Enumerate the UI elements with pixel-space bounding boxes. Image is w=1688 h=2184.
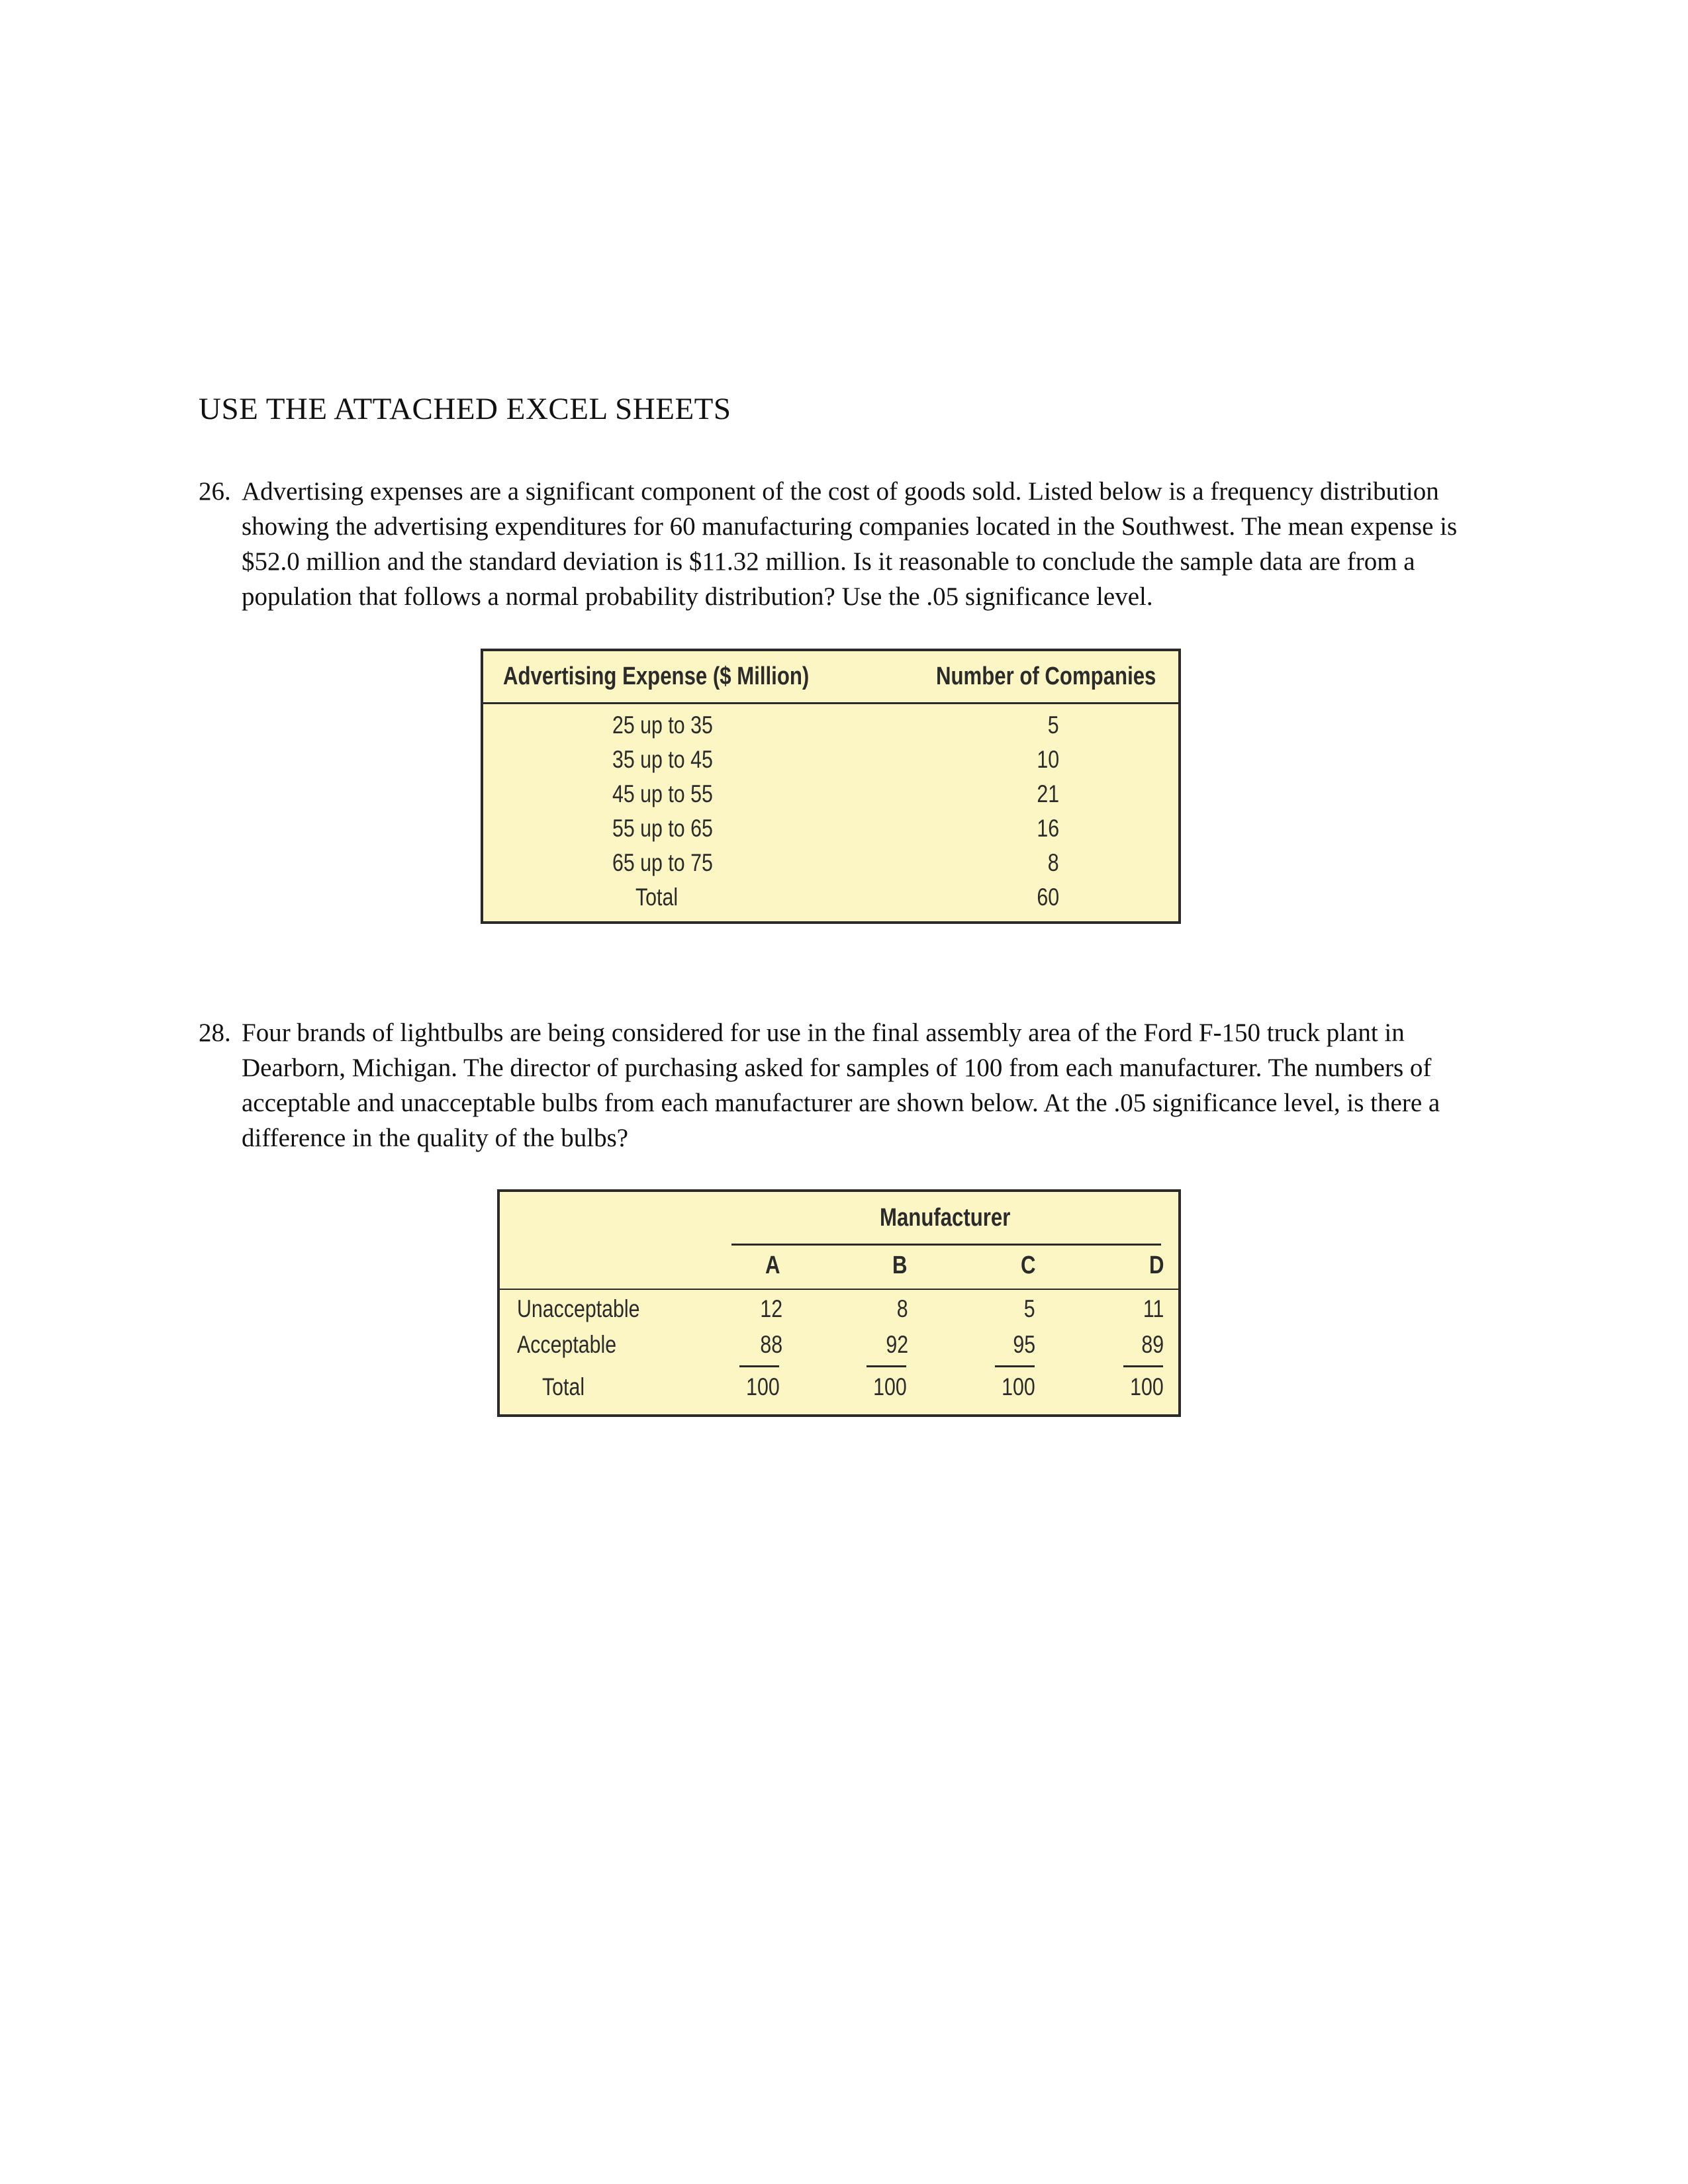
table2-col-c: C <box>1020 1251 1035 1279</box>
table2-row-unacceptable: Unacceptable <box>517 1295 640 1322</box>
table2-sum-rule <box>1123 1365 1163 1367</box>
table2-cell: 88 <box>760 1331 782 1358</box>
table1-row-label: 45 up to 55 <box>612 780 713 807</box>
table2-total: 100 <box>1130 1373 1164 1400</box>
table2-row-acceptable: Acceptable <box>517 1331 617 1358</box>
table2-cell: 92 <box>886 1331 908 1358</box>
page-heading: USE THE ATTACHED EXCEL SHEETS <box>199 392 731 426</box>
table2-cell: 8 <box>897 1295 908 1322</box>
table2-sum-rule <box>739 1365 779 1367</box>
problem-28 <box>199 1015 1496 1156</box>
table1-row-label: 55 up to 65 <box>612 815 713 842</box>
problem-28-number: 28. <box>199 1019 231 1047</box>
table2-col-a: A <box>765 1251 780 1279</box>
problem-26 <box>199 474 1496 614</box>
table2-sum-rule <box>995 1365 1035 1367</box>
table1-row-value: 8 <box>1048 849 1059 876</box>
table2-cell: 12 <box>760 1295 782 1322</box>
table1-header-expense: Advertising Expense ($ Million) <box>503 662 810 690</box>
table1-header-companies: Number of Companies <box>935 662 1156 690</box>
table1-row-value: 10 <box>1037 746 1059 773</box>
table2-total: 100 <box>1002 1373 1035 1400</box>
advertising-expense-table <box>481 649 1181 924</box>
table2-total-label: Total <box>542 1373 585 1400</box>
table2-total: 100 <box>746 1373 780 1400</box>
table1-total-label: Total <box>635 884 679 911</box>
table2-cell: 89 <box>1141 1331 1164 1358</box>
table2-column-rule <box>500 1289 1178 1290</box>
table1-total-value: 60 <box>1037 884 1059 911</box>
problem-28-text: Four brands of lightbulbs are being considered for use in the final assembly area of the Ford F-150 truck plant in Dearborn, Michigan. The director of purchasing asked for samples of 100 from each manufacturer. The numbers of acceptable and unacceptable bulbs from each manufacturer are shown below. At the .05 significance level, is there a difference in the quality of the bulbs? <box>242 1019 1440 1152</box>
table2-sum-rule <box>867 1365 906 1367</box>
table1-row-value: 16 <box>1037 815 1059 842</box>
table2-group-header: Manufacturer <box>880 1204 1011 1232</box>
table2-col-b: B <box>892 1251 907 1279</box>
problem-26-number: 26. <box>199 477 231 506</box>
table1-row-value: 5 <box>1048 711 1059 739</box>
table1-row-value: 21 <box>1037 780 1059 807</box>
table1-header-rule <box>483 702 1178 704</box>
table2-group-rule <box>731 1244 1161 1246</box>
table2-cell: 11 <box>1143 1295 1164 1322</box>
table1-row-label: 65 up to 75 <box>612 849 713 876</box>
table1-row-label: 25 up to 35 <box>612 711 713 739</box>
table2-cell: 95 <box>1013 1331 1035 1358</box>
table2-total: 100 <box>873 1373 907 1400</box>
table2-col-d: D <box>1149 1251 1164 1279</box>
lightbulb-quality-table <box>497 1189 1181 1417</box>
table1-row-label: 35 up to 45 <box>612 746 713 773</box>
problem-26-text: Advertising expenses are a significant component of the cost of goods sold. Listed below is a frequency distribution showing the advertising expenditures for 60 manufacturing companies located in the Southwest. The mean expense is $52.0 million and the standard deviation is $11.32 million. Is it reasonable to conclude the sample data are from a population that follows a normal probability distribution? Use the .05 significance level. <box>242 477 1458 611</box>
table2-cell: 5 <box>1024 1295 1035 1322</box>
